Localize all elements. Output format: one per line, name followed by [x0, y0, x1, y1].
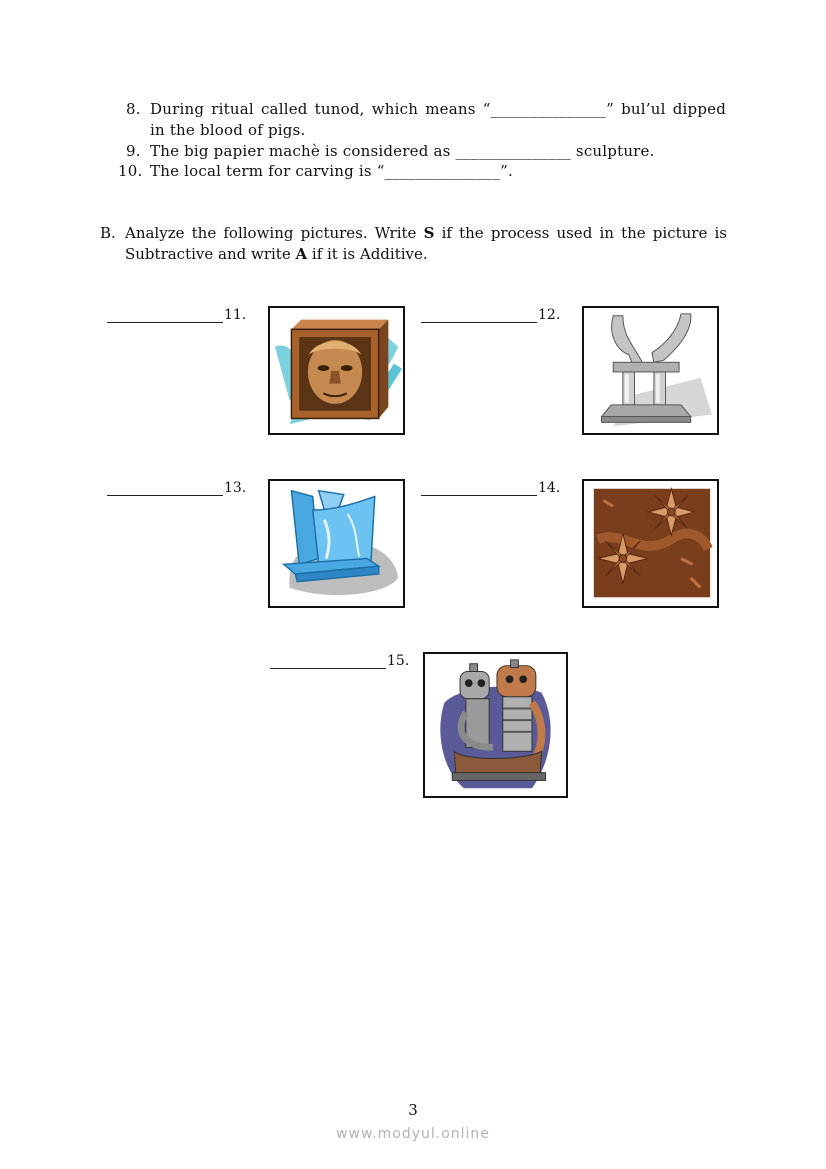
- question-text: The local term for carving is “_______________”.: [150, 162, 513, 180]
- section-b-letter: B.: [100, 224, 116, 242]
- question-number: 10.: [118, 162, 143, 180]
- section-b-instruction-line1: Analyze the following pictures. Write S if the process used in the picture is: [125, 224, 727, 242]
- question-text: The big papier machè is considered as _______________ sculpture.: [150, 142, 655, 160]
- answer-item-14: [421, 480, 560, 496]
- ice-sculpture-icon: [268, 479, 405, 608]
- question-8: [0, 99, 826, 141]
- answer-blank[interactable]: [107, 481, 223, 496]
- item-number: 12.: [538, 307, 561, 323]
- answer-blank[interactable]: [270, 654, 386, 669]
- answer-blank[interactable]: [107, 308, 223, 323]
- answer-item-12: [421, 307, 560, 323]
- question-10: [0, 161, 826, 181]
- item-number: 15.: [387, 653, 410, 669]
- carved-flower-relief-icon: [582, 479, 719, 608]
- answer-blank[interactable]: [421, 308, 537, 323]
- question-text-continued: in the blood of pigs.: [150, 121, 306, 139]
- question-9: [0, 141, 826, 161]
- metal-robot-couple-sculpture-icon: [423, 652, 568, 798]
- item-number: 11.: [224, 307, 247, 323]
- question-text: During ritual called tunod, which means “_______________” bul’ul dipped: [150, 100, 726, 118]
- item-number: 14.: [538, 480, 561, 496]
- answer-item-15: [270, 653, 409, 669]
- question-number: 9.: [126, 142, 141, 160]
- carved-wooden-face-block-icon: [268, 306, 405, 435]
- horned-pillar-sculpture-icon: [582, 306, 719, 435]
- answer-item-13: [107, 480, 246, 496]
- answer-item-11: [107, 307, 246, 323]
- answer-blank[interactable]: [421, 481, 537, 496]
- section-b-instruction-line2: Subtractive and write A if it is Additive.: [125, 245, 428, 263]
- item-number: 13.: [224, 480, 247, 496]
- question-number: 8.: [126, 100, 141, 118]
- page-number: 3: [408, 1101, 418, 1119]
- footer-watermark: www.modyul.online: [336, 1126, 490, 1142]
